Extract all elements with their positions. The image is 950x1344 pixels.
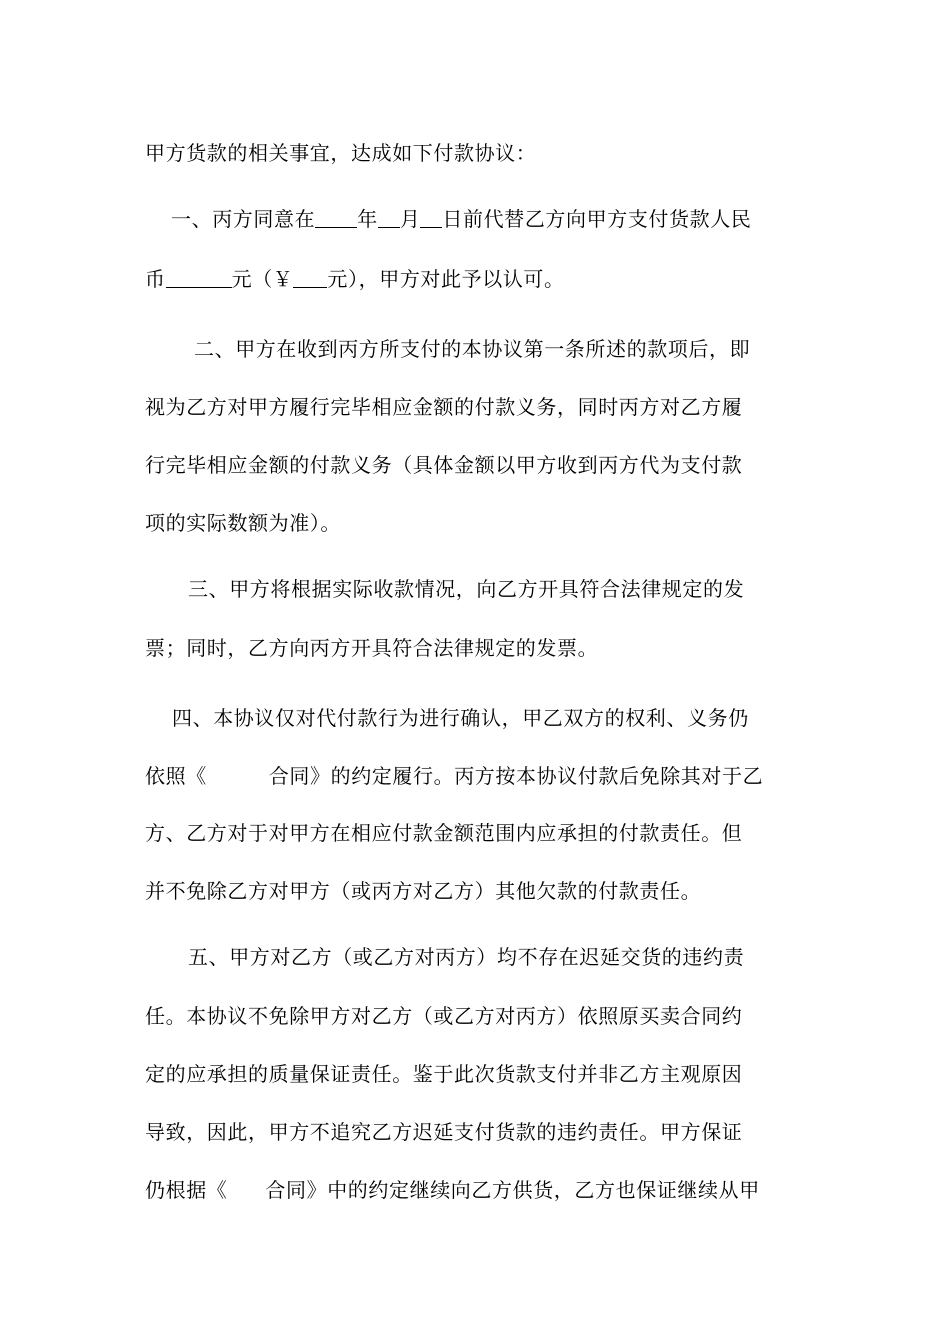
text-span: 月	[399, 207, 421, 231]
clause-5-line-3	[145, 1060, 742, 1088]
text-span: 一、丙方同意在	[171, 207, 316, 231]
clause-3-line-2	[145, 634, 598, 662]
text-span: 元（￥	[231, 267, 294, 291]
clause-5-line-2	[145, 1002, 742, 1030]
text-span: 任。本协议不免除甲方对乙方（或乙方对丙方）依照原买卖合同约	[145, 1004, 743, 1028]
clause-4-line-1	[172, 704, 749, 732]
clause-4-line-2	[145, 762, 763, 790]
text-span: 仍根据《	[145, 1178, 228, 1202]
blank-month	[378, 205, 400, 228]
clause-2-line-4	[145, 509, 341, 537]
clause-4-line-4	[145, 877, 701, 905]
text-span: 导致，因此，甲方不追究乙方迟延支付货款的违约责任。甲方保证	[145, 1120, 743, 1144]
text-span: 票；同时，乙方向丙方开具符合法律规定的发票。	[145, 636, 599, 660]
text-span: 方、乙方对于对甲方在相应付款金额范围内应承担的付款责任。但	[145, 821, 743, 845]
blank-amount-figures	[293, 265, 327, 288]
clause-2-line-2	[145, 393, 742, 421]
clause-5-line-5	[145, 1176, 760, 1204]
text-span: 四、本协议仅对代付款行为进行确认，甲乙双方的权利、义务仍	[172, 706, 749, 730]
text-span: 币	[145, 267, 166, 291]
clause-2-line-3	[145, 451, 742, 479]
text-span: 并不免除乙方对甲方（或丙方对乙方）其他欠款的付款责任。	[145, 879, 702, 903]
text-span: 三、甲方将根据实际收款情况，向乙方开具符合法律规定的发	[188, 577, 745, 601]
clause-5-line-1	[188, 943, 744, 971]
text-span: 项的实际数额为准）。	[145, 511, 341, 535]
text-span: 五、甲方对乙方（或乙方对丙方）均不存在迟延交货的违约责	[188, 945, 745, 969]
clause-1-line-1	[171, 205, 751, 233]
text-line	[145, 139, 536, 167]
clause-1-line-2	[145, 265, 565, 293]
text-span: 日前代替乙方向甲方支付货款人民	[442, 207, 752, 231]
text-span: 行完毕相应金额的付款义务（具体金额以甲方收到丙方代为支付款	[145, 453, 743, 477]
text-span: 甲方货款的相关事宜，达成如下付款协议：	[145, 141, 537, 165]
clause-3-line-1	[188, 575, 744, 603]
text-span: 二、甲方在收到丙方所支付的本协议第一条所述的款项后，即	[194, 337, 751, 361]
text-span: 元），甲方对此予以认可。	[327, 267, 565, 291]
text-span: 定的应承担的质量保证责任。鉴于此次货款支付并非乙方主观原因	[145, 1062, 743, 1086]
clause-5-line-4	[145, 1118, 742, 1146]
blank-year	[315, 205, 357, 228]
clause-2-line-1	[194, 335, 750, 363]
clause-4-line-3	[145, 819, 742, 847]
text-span: 合同》中的约定继续向乙方供货，乙方也保证继续从甲	[265, 1178, 760, 1202]
text-span: 合同》的约定履行。丙方按本协议付款后免除其对于乙	[268, 764, 764, 788]
text-span: 依照《	[145, 764, 207, 788]
text-span: 年	[357, 207, 378, 231]
text-span: 视为乙方对甲方履行完毕相应金额的付款义务，同时丙方对乙方履	[145, 395, 743, 419]
blank-amount-words	[166, 265, 232, 288]
blank-day	[420, 205, 442, 228]
